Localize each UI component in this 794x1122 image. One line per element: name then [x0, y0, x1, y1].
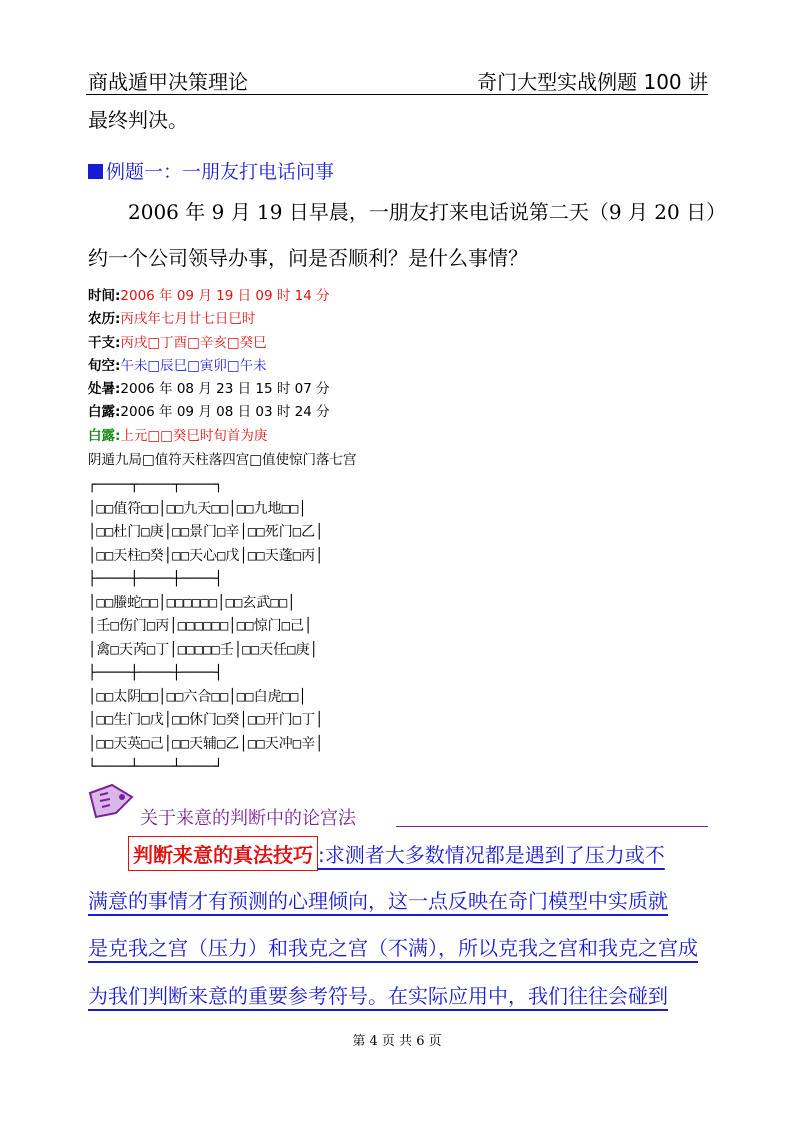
technique-boxed-label: 判断来意的真法技巧 — [128, 836, 318, 871]
page-footer: 第 4 页 共 6 页 — [352, 1034, 442, 1049]
intro-text: 最终判决。 — [88, 108, 188, 132]
grid-line: │□□太阴□□│□□六合□□│□□白虎□□│ — [88, 688, 307, 705]
info-bailu-value: 2006 年 09 月 08 日 03 时 24 分 — [120, 404, 330, 420]
info-lunar-label: 农历: — [88, 311, 121, 327]
grid-line: │□□天柱□癸│□□天心□戊│□□天蓬□丙│ — [88, 547, 324, 564]
grid-line: ├────┼────┼────┤ — [88, 571, 223, 587]
technique-line-3: 是克我之宫（压力）和我克之宫（不满），所以克我之宫和我克之宫成 — [88, 936, 698, 960]
grid-line: │□□生门□戊│□□休门□癸│□□开门□丁│ — [88, 712, 324, 728]
info-time — [88, 284, 330, 304]
section-title: 关于来意的判断中的论宫法 — [140, 808, 356, 829]
info-ju-line: 阴遁九局□值符天柱落四宫□值使惊门落七宫 — [88, 452, 357, 468]
technique-line-1-text: :求测者大多数情况都是遇到了压力或不 — [318, 843, 665, 867]
qimen-chart-grid — [88, 474, 324, 780]
grid-line: │□□螣蛇□□│□□□□□□│□□玄武□□│ — [88, 594, 296, 611]
technique-line-1 — [88, 836, 665, 871]
section-title-underline — [396, 826, 708, 827]
example-paragraph-2: 约一个公司领导办事，问是否顺利？是什么事情？ — [88, 246, 528, 270]
info-ganzhi-value: 丙戌□丁酉□辛亥□癸巳 — [120, 335, 267, 351]
info-bailu-2 — [88, 424, 267, 444]
grid-line: └────┴────┴────┘ — [88, 759, 223, 775]
info-xunkong — [88, 354, 267, 374]
info-bailu-label: 白露: — [88, 404, 121, 420]
info-ganzhi-label: 干支: — [88, 335, 121, 351]
info-lunar-value: 丙戌年七月廿七日巳时 — [120, 311, 256, 327]
info-bailu-2-value: 上元□□癸巳时旬首为庚 — [120, 428, 268, 444]
info-xunkong-label: 旬空: — [88, 358, 121, 374]
header-right-title: 奇门大型实战例题 100 讲 — [477, 70, 708, 94]
grid-line: │□□值符□□│□□九天□□│□□九地□□│ — [88, 500, 307, 517]
info-lunar — [88, 307, 255, 327]
header-left-title: 商战遁甲决策理论 — [88, 70, 248, 94]
square-bullet-icon — [88, 164, 103, 179]
grid-line: │壬□伤门□丙│□□□□□□│□□惊门□己│ — [88, 618, 313, 634]
info-time-value: 2006 年 09 月 19 日 09 时 14 分 — [120, 288, 330, 304]
example-heading — [88, 157, 334, 184]
info-bailu-2-label: 白露: — [88, 428, 121, 444]
info-ganzhi — [88, 331, 267, 351]
grid-line: │禽□天芮□丁│□□□□□壬│□□天任□庚│ — [88, 641, 319, 658]
technique-line-4: 为我们判断来意的重要参考符号。在实际应用中，我们往往会碰到 — [88, 984, 668, 1008]
grid-line: ┌────┬────┬────┐ — [88, 477, 223, 493]
info-xunkong-value: 午未□辰巳□寅卯□午未 — [120, 358, 267, 374]
info-chushu-value: 2006 年 08 月 23 日 15 时 07 分 — [120, 381, 330, 397]
info-chushu-label: 处暑: — [88, 381, 121, 397]
info-chushu — [88, 377, 330, 397]
technique-line-2: 满意的事情才有预测的心理倾向，这一点反映在奇门模型中实质就 — [88, 889, 668, 913]
pointing-hand-icon — [86, 779, 138, 823]
grid-line: │□□天英□己│□□天辅□乙│□□天冲□辛│ — [88, 735, 324, 752]
info-bailu — [88, 400, 330, 420]
example-paragraph-1: 2006 年 9 月 19 日早晨，一朋友打来电话说第二天（9 月 20 日） — [128, 200, 727, 224]
grid-line: │□□杜门□庚│□□景门□辛│□□死门□乙│ — [88, 524, 324, 540]
example-title: 例题一：一朋友打电话问事 — [106, 161, 335, 183]
grid-line: ├────┼────┼────┤ — [88, 665, 223, 681]
header-divider — [86, 94, 708, 95]
info-time-label: 时间: — [88, 288, 121, 304]
